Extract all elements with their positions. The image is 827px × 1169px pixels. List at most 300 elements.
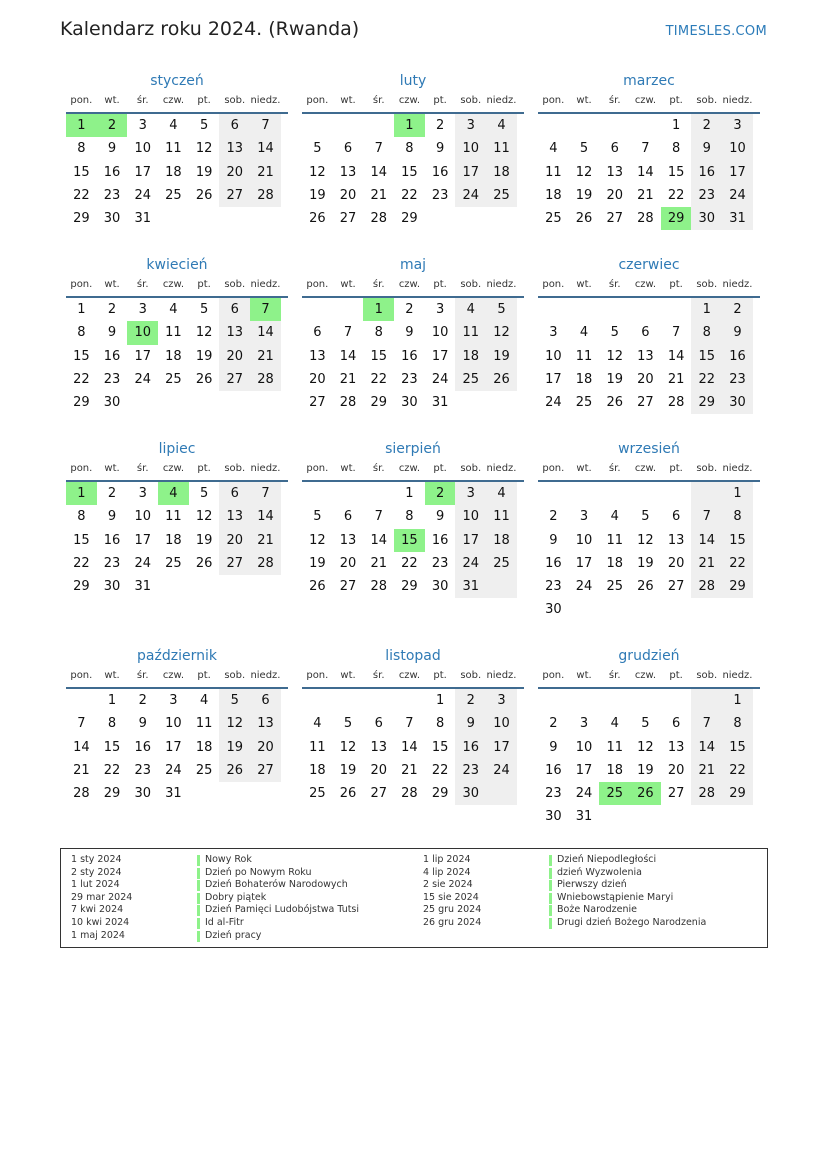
weekday-label: pt.: [433, 670, 447, 681]
day-cell: 9: [549, 532, 558, 548]
day-cell: 9: [107, 509, 117, 525]
day-cell: 8: [722, 505, 753, 528]
day-cell: 17: [134, 164, 151, 180]
day-cell: 15: [73, 348, 90, 364]
day-cell: 29: [401, 211, 418, 227]
month-name: październik: [137, 648, 217, 664]
day-cell: 5: [313, 141, 322, 157]
legend-row: [423, 867, 706, 880]
day-cell: 27: [309, 395, 326, 411]
day-cell: 23: [103, 555, 121, 571]
day-cell: 30: [691, 207, 722, 230]
day-cell: 10: [431, 325, 449, 341]
day-cell: 5: [219, 689, 250, 712]
weekday-label: niedz.: [250, 279, 281, 290]
day-cell: 4: [486, 482, 517, 505]
weekday-label: sob.: [696, 463, 718, 474]
weekday-label: pon.: [306, 95, 329, 106]
day-cell: 25: [165, 555, 182, 571]
empty-cell: [219, 575, 250, 598]
empty-cell: [250, 391, 281, 414]
day-cell: 29: [722, 575, 753, 598]
weekday-label: czw.: [634, 95, 656, 106]
day-cell: 19: [195, 532, 213, 548]
day-cell: 8: [722, 712, 753, 735]
legend-holiday-name: Dzień pracy: [205, 929, 262, 941]
day-cell: 31: [134, 579, 151, 595]
day-cell: 21: [401, 762, 418, 778]
day-cell: 28: [250, 552, 281, 575]
empty-cell: [158, 391, 189, 414]
day-cell: 31: [165, 786, 182, 802]
day-cell: 26: [195, 371, 213, 387]
empty-cell: [722, 805, 753, 828]
day-cell: 28: [250, 368, 281, 391]
week-row: [66, 184, 288, 207]
day-cell: 15: [103, 739, 121, 755]
day-cell: 5: [641, 509, 650, 525]
legend-date: 7 kwi 2024: [71, 904, 124, 916]
legend-holiday-name: Dzień Pamięci Ludobójstwa Tutsi: [205, 904, 360, 916]
day-cell: 25: [309, 786, 326, 802]
day-cell: 2: [425, 482, 456, 505]
day-cell: 14: [250, 137, 281, 160]
day-cell: 10: [455, 137, 486, 160]
weekday-label: pt.: [669, 670, 683, 681]
day-cell: 19: [195, 164, 213, 180]
day-cell: 1: [66, 114, 97, 137]
weekday-label: śr.: [608, 95, 621, 106]
day-cell: 14: [250, 321, 281, 344]
day-cell: 19: [309, 555, 326, 571]
day-cell: 30: [103, 211, 121, 227]
weekday-label: czw.: [398, 670, 420, 681]
day-cell: 4: [610, 509, 619, 525]
day-cell: 30: [455, 782, 486, 805]
week-row: [302, 575, 524, 598]
legend-marker: [549, 868, 552, 879]
day-cell: 24: [486, 759, 517, 782]
empty-cell: [66, 689, 97, 712]
week-row: [66, 482, 288, 505]
weekday-label: śr.: [136, 670, 149, 681]
day-cell: 24: [575, 786, 593, 802]
day-cell: 1: [394, 114, 425, 137]
day-cell: 16: [401, 348, 418, 364]
day-cell: 1: [107, 693, 117, 708]
week-row: [66, 782, 288, 805]
weekday-label: czw.: [634, 463, 656, 474]
weekday-label: śr.: [372, 279, 385, 290]
empty-cell: [333, 482, 364, 505]
day-cell: 10: [127, 321, 158, 344]
empty-cell: [486, 207, 517, 230]
legend-row: [71, 879, 359, 892]
weekday-label: czw.: [398, 95, 420, 106]
day-cell: 20: [219, 345, 250, 368]
day-cell: 2: [107, 486, 117, 501]
week-row: [538, 298, 760, 321]
weekday-label: sob.: [460, 95, 482, 106]
day-cell: 5: [641, 716, 650, 732]
legend-marker: [197, 868, 200, 879]
day-cell: 1: [77, 302, 86, 317]
day-cell: 9: [107, 325, 117, 341]
day-cell: 14: [370, 532, 387, 548]
day-cell: 3: [455, 482, 486, 505]
day-cell: 6: [343, 141, 353, 157]
day-cell: 11: [606, 739, 623, 755]
day-cell: 29: [431, 786, 449, 802]
week-row: [302, 759, 524, 782]
day-cell: 12: [195, 141, 213, 157]
weekday-label: niedz.: [722, 463, 753, 474]
empty-cell: [569, 114, 600, 137]
week-row: [66, 575, 288, 598]
day-cell: 24: [455, 184, 486, 207]
day-cell: 10: [575, 739, 593, 755]
day-cell: 25: [486, 552, 517, 575]
weekday-label: pon.: [306, 463, 329, 474]
weekday-label: wt.: [576, 279, 592, 290]
empty-cell: [569, 689, 600, 712]
day-cell: 17: [455, 529, 486, 552]
day-cell: 15: [73, 532, 90, 548]
day-cell: 22: [73, 555, 90, 571]
weekday-label: sob.: [460, 670, 482, 681]
day-cell: 27: [606, 211, 623, 227]
weekday-header: [302, 276, 524, 298]
day-cell: 11: [165, 325, 182, 341]
day-cell: 16: [134, 739, 151, 755]
day-cell: 11: [309, 739, 326, 755]
weekday-label: pt.: [433, 95, 447, 106]
month-name: kwiecień: [146, 257, 208, 273]
day-cell: 22: [667, 187, 685, 203]
day-cell: 6: [343, 509, 353, 525]
week-row: [302, 505, 524, 528]
empty-cell: [630, 482, 661, 505]
day-cell: 8: [691, 321, 722, 344]
day-cell: 23: [545, 579, 562, 595]
week-row: [66, 137, 288, 160]
weekday-label: czw.: [634, 670, 656, 681]
weekday-label: pt.: [197, 463, 211, 474]
day-cell: 7: [641, 141, 650, 157]
day-cell: 13: [219, 321, 250, 344]
weekday-header: [538, 667, 760, 689]
day-cell: 24: [722, 184, 753, 207]
day-cell: 22: [431, 762, 449, 778]
day-cell: 18: [309, 762, 326, 778]
empty-cell: [630, 298, 661, 321]
day-cell: 16: [722, 345, 753, 368]
day-cell: 11: [575, 348, 593, 364]
day-cell: 26: [195, 187, 213, 203]
day-cell: 20: [339, 187, 357, 203]
day-cell: 31: [134, 211, 151, 227]
day-cell: 21: [667, 371, 685, 387]
weekday-label: wt.: [340, 279, 356, 290]
week-row: [302, 712, 524, 735]
month-12: [538, 645, 760, 829]
day-cell: 5: [486, 298, 517, 321]
day-cell: 16: [545, 555, 562, 571]
day-cell: 29: [73, 211, 90, 227]
weekday-label: sob.: [460, 279, 482, 290]
empty-cell: [189, 391, 220, 414]
empty-cell: [599, 482, 630, 505]
legend-date: 1 lut 2024: [71, 879, 120, 891]
weekday-label: śr.: [136, 463, 149, 474]
weekday-label: czw.: [162, 95, 184, 106]
weekday-label: niedz.: [250, 95, 281, 106]
day-cell: 3: [138, 302, 147, 317]
day-cell: 17: [575, 555, 593, 571]
weekday-label: niedz.: [486, 463, 517, 474]
month-4: [66, 254, 288, 414]
day-cell: 6: [250, 689, 281, 712]
day-cell: 12: [195, 509, 213, 525]
weekday-label: śr.: [608, 670, 621, 681]
day-cell: 26: [637, 579, 654, 595]
day-cell: 29: [103, 786, 121, 802]
weekday-header: [538, 276, 760, 298]
weekday-label: pon.: [70, 463, 93, 474]
day-cell: 28: [370, 211, 387, 227]
day-cell: 28: [667, 395, 685, 411]
day-cell: 12: [195, 325, 213, 341]
site-link[interactable]: TIMESLES.COM: [665, 24, 767, 39]
day-cell: 28: [73, 786, 90, 802]
empty-cell: [250, 207, 281, 230]
day-cell: 7: [343, 325, 353, 341]
empty-cell: [599, 598, 630, 621]
week-row: [302, 782, 524, 805]
day-cell: 10: [134, 509, 151, 525]
weekday-label: pon.: [70, 670, 93, 681]
legend-marker: [549, 918, 552, 929]
day-cell: 3: [138, 486, 147, 501]
weekday-label: pon.: [306, 279, 329, 290]
legend-holiday-name: Drugi dzień Bożego Narodzenia: [557, 916, 707, 928]
legend-marker: [197, 893, 200, 904]
legend-column-left: [71, 854, 359, 942]
day-cell: 30: [431, 579, 449, 595]
day-cell: 22: [722, 759, 753, 782]
day-cell: 11: [165, 141, 182, 157]
week-row: [538, 759, 760, 782]
day-cell: 1: [66, 482, 97, 505]
month-name: listopad: [385, 648, 441, 664]
empty-cell: [486, 782, 517, 805]
day-cell: 1: [691, 298, 722, 321]
day-cell: 16: [103, 164, 121, 180]
day-cell: 24: [431, 371, 449, 387]
day-cell: 11: [195, 716, 213, 732]
day-cell: 28: [370, 579, 387, 595]
legend-holiday-name: Dobry piątek: [205, 891, 267, 903]
weekday-label: wt.: [104, 463, 120, 474]
day-cell: 20: [667, 555, 685, 571]
weekday-label: sob.: [224, 95, 246, 106]
day-cell: 9: [435, 141, 445, 157]
legend-holiday-name: Dzień Niepodległości: [557, 854, 657, 865]
day-cell: 26: [486, 368, 517, 391]
legend-holiday-name: Dzień Bohaterów Narodowych: [205, 879, 348, 891]
weekday-label: czw.: [398, 463, 420, 474]
weekday-label: pt.: [433, 279, 447, 290]
day-cell: 30: [545, 809, 562, 825]
empty-cell: [219, 391, 250, 414]
day-cell: 2: [549, 509, 558, 525]
day-cell: 28: [339, 395, 357, 411]
empty-cell: [219, 782, 250, 805]
legend-date: 10 kwi 2024: [71, 916, 130, 928]
day-cell: 21: [691, 552, 722, 575]
day-cell: 13: [250, 712, 281, 735]
empty-cell: [363, 689, 394, 712]
day-cell: 18: [165, 532, 182, 548]
weekday-label: pt.: [433, 463, 447, 474]
day-cell: 21: [691, 759, 722, 782]
day-cell: 7: [374, 141, 383, 157]
day-cell: 6: [610, 141, 619, 157]
week-row: [302, 529, 524, 552]
legend-date: 26 gru 2024: [423, 916, 482, 928]
day-cell: 9: [722, 321, 753, 344]
day-cell: 9: [435, 509, 445, 525]
week-row: [538, 137, 760, 160]
day-cell: 30: [103, 579, 121, 595]
day-cell: 9: [138, 716, 147, 732]
day-cell: 25: [606, 579, 623, 595]
day-cell: 25: [455, 368, 486, 391]
day-cell: 10: [545, 348, 562, 364]
week-row: [302, 736, 524, 759]
day-cell: 15: [667, 164, 685, 180]
day-cell: 30: [103, 395, 121, 411]
day-cell: 1: [722, 482, 753, 505]
day-cell: 12: [309, 532, 326, 548]
day-cell: 28: [691, 782, 722, 805]
day-cell: 20: [606, 187, 623, 203]
day-cell: 29: [691, 391, 722, 414]
day-cell: 27: [219, 368, 250, 391]
day-cell: 21: [370, 555, 387, 571]
empty-cell: [691, 482, 722, 505]
day-cell: 13: [637, 348, 654, 364]
empty-cell: [599, 298, 630, 321]
day-cell: 6: [219, 114, 250, 137]
weekday-label: pt.: [669, 463, 683, 474]
weekday-label: czw.: [162, 279, 184, 290]
legend-holiday-name: dzień Wyzwolenia: [557, 866, 642, 878]
empty-cell: [599, 114, 630, 137]
empty-cell: [661, 689, 692, 712]
day-cell: 1: [671, 118, 681, 133]
day-cell: 11: [455, 321, 486, 344]
legend-marker: [197, 931, 200, 942]
empty-cell: [189, 207, 220, 230]
day-cell: 9: [107, 141, 117, 157]
day-cell: 8: [107, 716, 117, 732]
day-cell: 22: [722, 552, 753, 575]
day-cell: 4: [169, 118, 178, 133]
day-cell: 24: [575, 579, 593, 595]
day-cell: 5: [313, 509, 322, 525]
day-cell: 14: [691, 736, 722, 759]
empty-cell: [302, 689, 333, 712]
legend-marker: [197, 918, 200, 929]
day-cell: 9: [405, 325, 414, 341]
weekday-label: śr.: [372, 463, 385, 474]
day-cell: 26: [630, 782, 661, 805]
empty-cell: [691, 805, 722, 828]
day-cell: 18: [606, 762, 623, 778]
week-row: [66, 712, 288, 735]
day-cell: 28: [401, 786, 418, 802]
day-cell: 16: [545, 762, 562, 778]
day-cell: 8: [77, 509, 86, 525]
legend-date: 1 sty 2024: [71, 854, 122, 865]
day-cell: 8: [374, 325, 383, 341]
month-1: [66, 70, 288, 230]
empty-cell: [569, 598, 600, 621]
day-cell: 19: [195, 348, 213, 364]
week-row: [538, 529, 760, 552]
day-cell: 16: [691, 161, 722, 184]
day-cell: 2: [549, 716, 558, 732]
empty-cell: [691, 689, 722, 712]
empty-cell: [569, 298, 600, 321]
weekday-label: sob.: [460, 463, 482, 474]
weekday-header: [66, 276, 288, 298]
month-name: wrzesień: [618, 441, 680, 457]
day-cell: 21: [73, 762, 90, 778]
day-cell: 23: [545, 786, 562, 802]
legend-row: [423, 917, 706, 930]
week-row: [302, 368, 524, 391]
week-row: [538, 689, 760, 712]
day-cell: 17: [722, 161, 753, 184]
legend-date: 29 mar 2024: [71, 891, 133, 903]
empty-cell: [569, 482, 600, 505]
legend-date: 4 lip 2024: [423, 866, 471, 878]
day-cell: 18: [486, 161, 517, 184]
day-cell: 15: [722, 529, 753, 552]
day-cell: 15: [691, 345, 722, 368]
day-cell: 28: [250, 184, 281, 207]
day-cell: 5: [343, 716, 353, 732]
day-cell: 27: [667, 786, 685, 802]
day-cell: 28: [637, 211, 654, 227]
day-cell: 23: [722, 368, 753, 391]
day-cell: 7: [250, 114, 281, 137]
day-cell: 2: [97, 114, 128, 137]
legend-date: 15 sie 2024: [423, 891, 479, 903]
legend-holiday-name: Dzień po Nowym Roku: [205, 866, 312, 878]
weekday-label: sob.: [224, 279, 246, 290]
weekday-label: czw.: [162, 670, 184, 681]
weekday-label: niedz.: [250, 670, 281, 681]
day-cell: 12: [486, 321, 517, 344]
day-cell: 30: [722, 391, 753, 414]
empty-cell: [333, 114, 364, 137]
day-cell: 19: [637, 555, 654, 571]
empty-cell: [691, 598, 722, 621]
day-cell: 14: [339, 348, 357, 364]
